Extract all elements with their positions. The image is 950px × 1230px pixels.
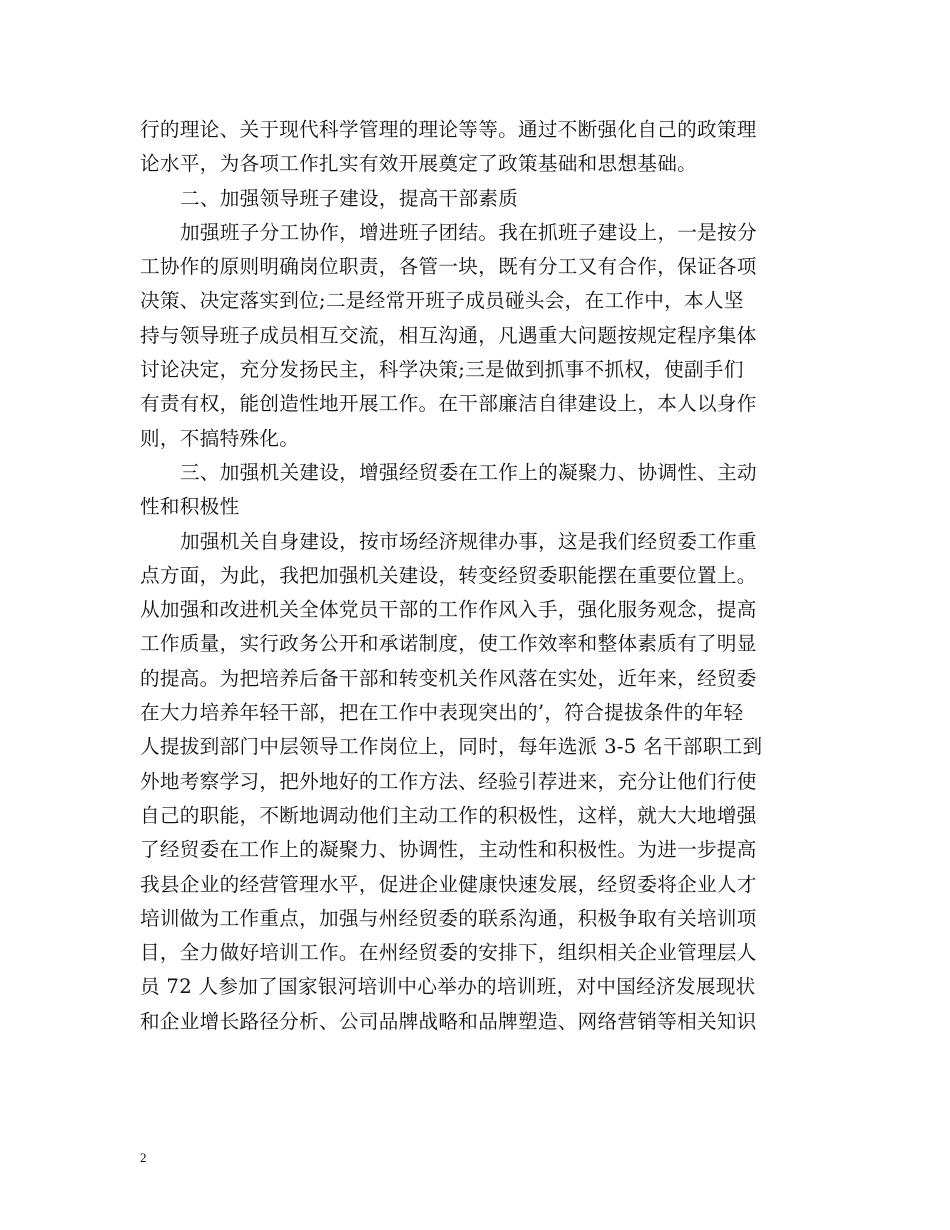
text-line: 论水平，为各项工作扎实有效开展奠定了政策基础和思想基础。: [140, 152, 698, 176]
text-line: 点方面，为此，我把加强机关建设，转变经贸委职能摆在重要位置上。: [140, 563, 757, 587]
text-line: 在大力培养年轻干部，把在工作中表现突出的’，符合提拔条件的年轻: [140, 701, 744, 725]
text-line: 了经贸委在工作上的凝聚力、协调性，主动性和积极性。为进一步提高: [140, 838, 757, 862]
section-heading-continued: 性和积极性: [140, 495, 240, 519]
text-line: 人提拔到部门中层领导工作岗位上，同时，每年选派 3-5 名干部职工到: [140, 735, 763, 759]
text-line: 自己的职能，不断地调动他们主动工作的积极性，这样，就大大地增强: [140, 803, 757, 827]
text-line: 外地考察学习，把外地好的工作方法、经验引荐进来，充分让他们行使: [140, 769, 757, 793]
text-line: 员 72 人参加了国家银河培训中心举办的培训班，对中国经济发展现状: [140, 975, 756, 999]
text-line: 则，不搞特殊化。: [140, 426, 300, 450]
text-line: 持与领导班子成员相互交流，相互沟通，凡遇重大问题按规定程序集体: [140, 323, 757, 347]
text-line: 培训做为工作重点，加强与州经贸委的联系沟通，积极争取有关培训项: [140, 906, 757, 930]
page-number: 2: [140, 1150, 147, 1165]
text-line: 有责有权，能创造性地开展工作。在干部廉洁自律建设上，本人以身作: [140, 392, 757, 416]
section-heading: 二、加强领导班子建设，提高干部素质: [180, 186, 519, 210]
body-text: [140, 113, 816, 1039]
text-line: 工协作的原则明确岗位职责，各管一块，既有分工又有合作，保证各项: [140, 255, 757, 279]
text-line: 我县企业的经营管理水平，促进企业健康快速发展，经贸委将企业人才: [140, 872, 757, 896]
text-line: 加强机关自身建设，按市场经济规律办事，这是我们经贸委工作重: [180, 529, 757, 553]
text-line: 目，全力做好培训工作。在州经贸委的安排下，组织相关企业管理层人: [140, 941, 757, 965]
text-line: 的提高。为把培养后备干部和转变机关作风落在实处，近年来，经贸委: [140, 666, 757, 690]
section-heading: 三、加强机关建设，增强经贸委在工作上的凝聚力、协调性、主动: [180, 460, 757, 484]
text-line: 和企业增长路径分析、公司品牌战略和品牌塑造、网络营销等相关知识: [140, 1009, 757, 1033]
text-line: 加强班子分工协作，增进班子团结。我在抓班子建设上，一是按分: [180, 220, 757, 244]
text-line: 决策、决定落实到位;二是经常开班子成员碰头会，在工作中，本人坚: [140, 289, 744, 313]
text-line: 从加强和改进机关全体党员干部的工作作风入手，强化服务观念，提高: [140, 598, 757, 622]
text-line: 工作质量，实行政务公开和承诺制度，使工作效率和整体素质有了明显: [140, 632, 757, 656]
text-line: 讨论决定，充分发扬民主，科学决策;三是做到抓事不抓权，使副手们: [140, 358, 744, 382]
text-line: 行的理论、关于现代科学管理的理论等等。通过不断强化自己的政策理: [140, 118, 757, 141]
